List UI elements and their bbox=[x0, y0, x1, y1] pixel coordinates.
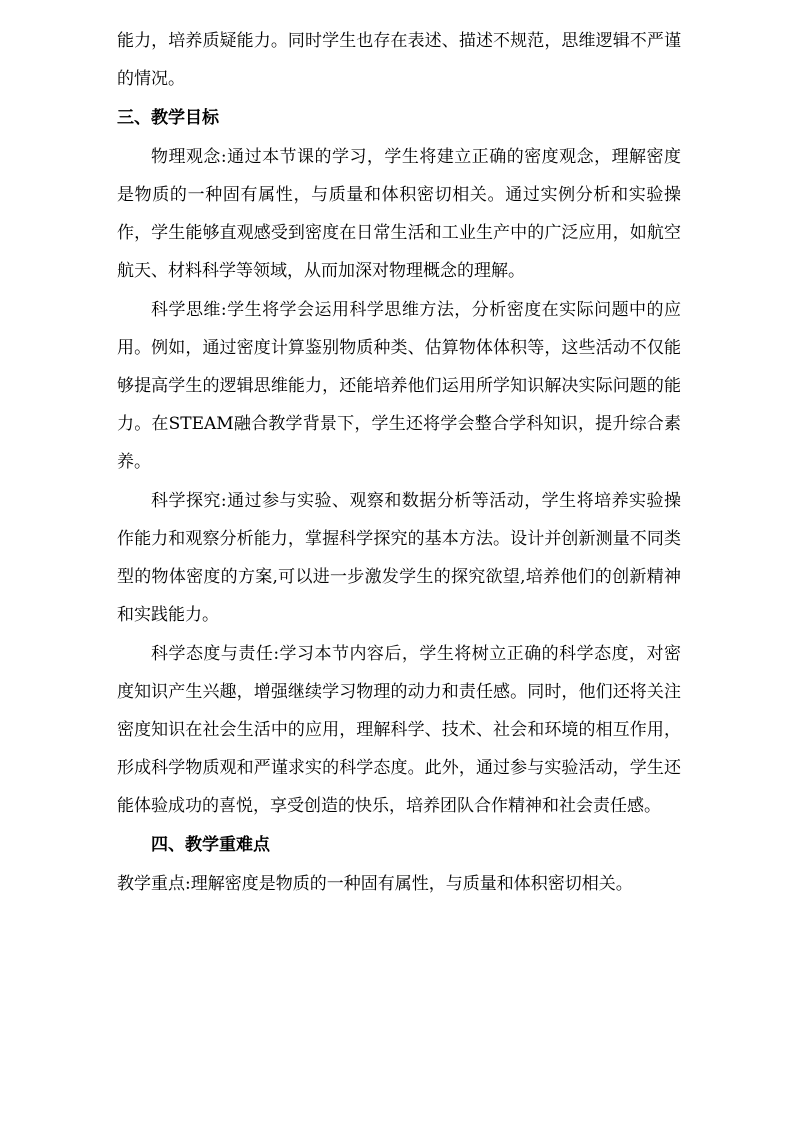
goal-scientific-inquiry-text: 通过参与实验、观察和数据分析等活动，学生将培养实验操作能力和观察分析能力，掌握科学探究的基本方法。设计并创新测量不同类型的物体密度的方案,可以进一步激发学生的探究欲望,培养他们的创新精神和实践能力。 bbox=[117, 491, 682, 625]
teaching-key-text: 理解密度是物质的一种固有属性，与质量和体积密切相关。 bbox=[190, 874, 633, 894]
goal-attitude-responsibility-label: 科学态度与责任: bbox=[151, 644, 280, 664]
goal-scientific-thinking-label: 科学思维: bbox=[151, 300, 227, 320]
goal-scientific-inquiry-paragraph bbox=[117, 482, 681, 634]
goal-physics-concept-label: 物理观念: bbox=[151, 147, 227, 167]
goal-attitude-responsibility-text: 学习本节内容后，学生将树立正确的科学态度，对密度知识产生兴趣，增强继续学习物理的动力和责任感。同时，他们还将关注密度知识在社会生活中的应用，理解科学、技术、社会和环境的相互作用，形成科学物质观和严谨求实的科学态度。此外，通过参与实验活动，学生还能体验成功的喜悦，享受创造的快乐，培养团队合作精神和社会责任感。 bbox=[117, 644, 681, 816]
goal-scientific-thinking-text: 学生将学会运用科学思维方法，分析密度在实际问题中的应用。例如，通过密度计算鉴别物质种类、估算物体体积等，这些活动不仅能够提高学生的逻辑思维能力，还能培养他们运用所学知识解决实际问题的能力。在STEAM融合教学背景下，学生还将学会整合学科知识，提升综合素养。 bbox=[117, 300, 682, 472]
teaching-key-label: 教学重点: bbox=[117, 874, 191, 894]
section-heading-key-difficulties: 四、教学重难点 bbox=[151, 835, 270, 855]
document-page bbox=[117, 22, 681, 903]
goal-physics-concept-text: 通过本节课的学习，学生将建立正确的密度观念，理解密度是物质的一种固有属性，与质量和体积密切相关。通过实例分析和实验操作，学生能够直观感受到密度在日常生活和工业生产中的广泛应用，如航空航天、材料科学等领域，从而加深对物理概念的理解。 bbox=[117, 147, 682, 281]
goal-attitude-responsibility-paragraph bbox=[117, 635, 681, 825]
teaching-key-paragraph bbox=[117, 865, 681, 903]
goal-scientific-inquiry-label: 科学探究: bbox=[151, 491, 227, 511]
goal-physics-concept-paragraph bbox=[117, 138, 681, 290]
section-heading-teaching-goals: 三、教学目标 bbox=[117, 108, 219, 128]
goal-scientific-thinking-paragraph bbox=[117, 291, 681, 481]
carryover-paragraph: 能力，培养质疑能力。同时学生也存在表述、描述不规范，思维逻辑不严谨的情况。 bbox=[117, 31, 681, 89]
